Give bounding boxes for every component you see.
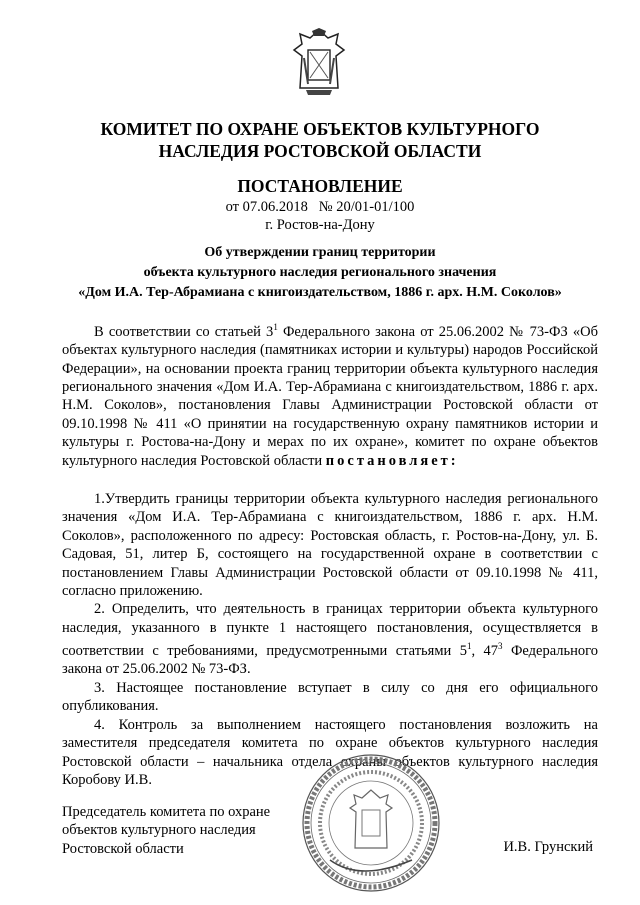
preamble-text-1: В соответствии со статьей 3 (94, 323, 274, 340)
city: г. Ростов-на-Дону (265, 217, 375, 233)
signer-name: И.В. Грунский (503, 839, 593, 855)
subject-line-3: «Дом И.А. Тер-Абрамиана с книгоиздательством, 1886 г. арх. Н.М. Соколов» (78, 285, 562, 300)
rostov-coat-of-arms-icon (290, 28, 348, 96)
preamble-sup: 1 (273, 322, 278, 332)
subject-title (0, 243, 640, 303)
preamble-text-2: Федерального закона от 25.06.2002 № 73-ФЗ «Об объектах культурного наследия (памятниках истории и культуры) народов Российской Федерации», на основании проекта границ территории объекта культурного наследия регионального значения «Дом И.А. Тер-Абрамиана с книгоиздательством, 1886 г. арх. Н.М. Соколов», постановления Главы Администрации Ростовской области от 09.10.1998 № 411 «О принятии на государственную охрану памятников истории и культуры г. Ростова-на-Дону и мерах по их охране», комитет по охране объектов культурного наследия Ростовской области (62, 323, 598, 469)
item-2-text-b: , 47 (471, 643, 499, 660)
signature-block (62, 803, 270, 858)
date-number: от 07.06.2018 № 20/01-01/100 (225, 199, 415, 215)
item-4: 4. Контроль за выполнением настоящего постановления возложить на заместителя председателя комитета по охране объектов культурного наследия Ростовской области – начальника отдела охраны объектов культурного наследия Коробову И.В. (62, 716, 598, 788)
item-1: 1.Утвердить границы территории объекта культурного наследия регионального значения «Дом И.А. Тер-Абрамиана с книгоиздательством, 1886 г. арх. Н.М. Соколов», расположенного по адресу: Ростовская область, г. Ростов-на-Дону, ул. Б. Садовая, 51, литер Б, состоящего на государственной охране в соответствии с постановлением Главы Администрации Ростовской области от 09.10.1998 № 411, согласно приложению. (62, 491, 598, 600)
org-line-2: НАСЛЕДИЯ РОСТОВСКОЙ ОБЛАСТИ (158, 141, 482, 161)
org-line-1: КОМИТЕТ ПО ОХРАНЕ ОБЪЕКТОВ КУЛЬТУРНОГО (100, 119, 540, 139)
item-2-sup-2: 3 (498, 641, 503, 652)
item-2-text-a: 2. Определить, что деятельность в границах территории объекта культурного наследия, указанного в пункте 1 настоящего постановления, осуществляется в соответствии с требованиями, предусмотренными статьями 5 (62, 601, 598, 660)
resolves-word: постановляет: (325, 452, 459, 469)
official-round-seal-icon (300, 752, 442, 894)
item-2-sup-1: 1 (466, 641, 472, 652)
subject-line-2: объекта культурного наследия регионального значения (143, 265, 497, 280)
signer-title-3: Ростовской области (62, 840, 184, 857)
document-type: ПОСТАНОВЛЕНИЕ (237, 176, 403, 196)
document-meta (0, 198, 640, 234)
preamble-paragraph (62, 318, 598, 470)
item-3: 3. Настоящее постановление вступает в силу со дня его официального опубликования. (62, 679, 598, 715)
organization-name (0, 118, 640, 162)
resolution-items (62, 490, 598, 789)
signer-title-1: Председатель комитета по охране (62, 804, 271, 820)
subject-line-1: Об утверждении границ территории (204, 245, 436, 260)
item-2-text-c: Федерального закона от 25.06.2002 № 73-ФЗ. (62, 643, 598, 678)
signer-title-2: объектов культурного наследия (62, 822, 256, 839)
item-2 (62, 600, 598, 678)
